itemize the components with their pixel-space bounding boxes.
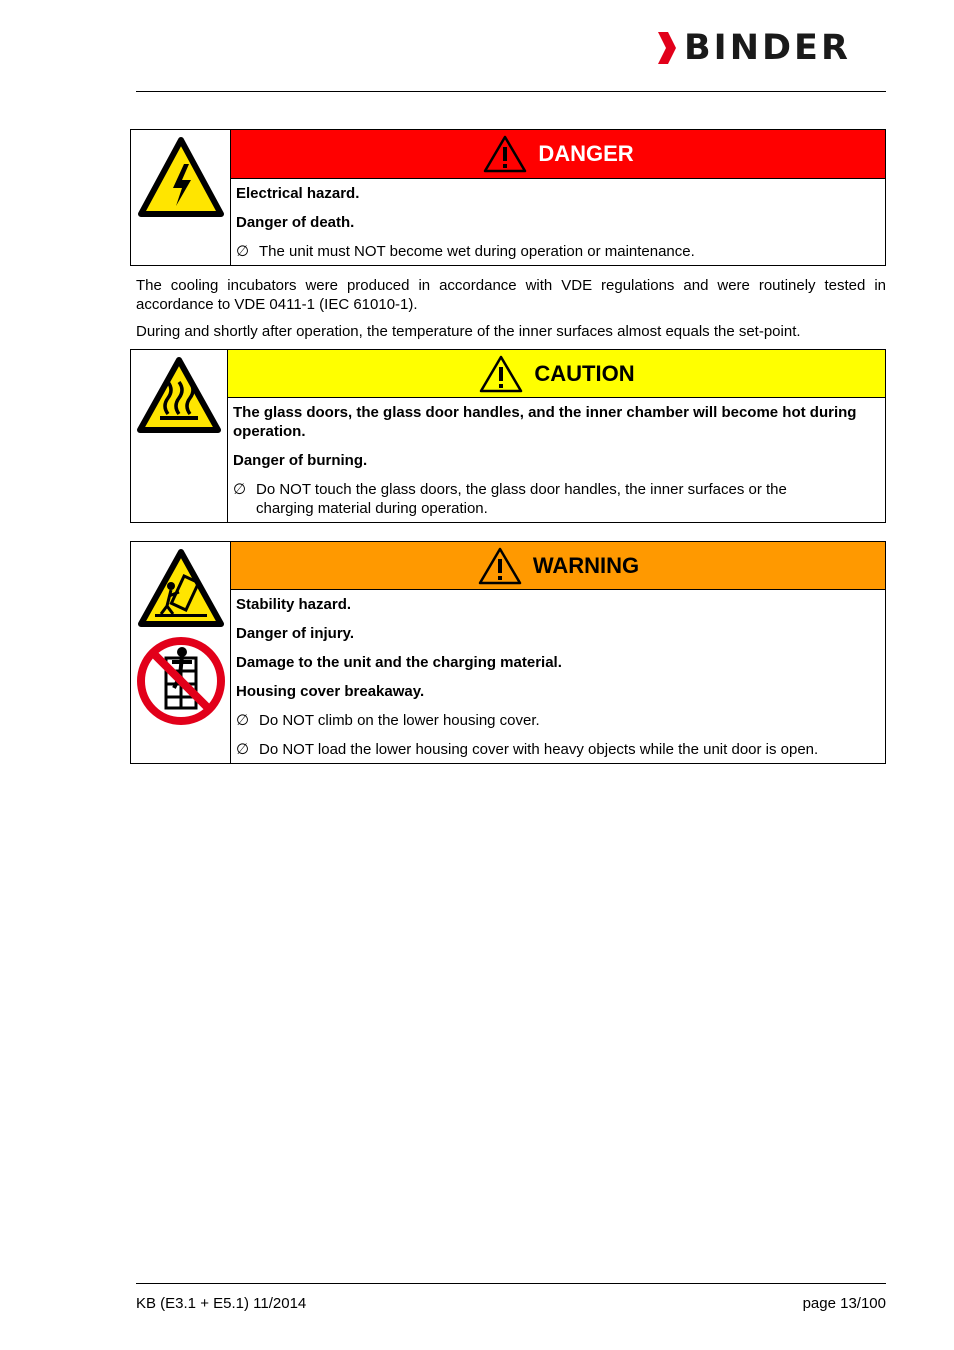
binder-logo [656,27,888,68]
bullet-symbol: ∅ [233,481,247,498]
danger-notice [130,129,886,266]
caution-header [228,350,885,398]
warning-line-2: Danger of injury. [236,625,355,642]
caution-line-2: Danger of burning. [233,452,368,469]
tipping-hazard-icon [137,548,225,628]
danger-header [231,130,885,179]
danger-bullet-1 [236,242,885,261]
binder-chevron-icon [656,30,678,66]
warning-bullet-text-2: Do NOT load the lower housing cover with heavy objects while the unit door is open. [259,741,819,758]
warning-bullet-1 [236,711,885,730]
bullet-symbol: ∅ [236,243,250,260]
warning-triangle-icon [482,134,528,174]
danger-title: DANGER [538,141,634,166]
paragraph-temperature: During and shortly after operation, the temperature of the inner surfaces almost equals the set-point. [136,323,801,340]
footer-document-id: KB (E3.1 + E5.1) 11/2014 [136,1295,307,1312]
warning-triangle-icon [478,354,524,394]
warning-icon-cell [131,542,231,763]
header-rule [136,91,886,92]
warning-bullet-text-1: Do NOT climb on the lower housing cover. [259,712,540,729]
warning-triangle-icon [477,546,523,586]
danger-icon-cell [131,130,231,265]
warning-bullet-2 [236,740,885,759]
caution-bullet-text: Do NOT touch the glass doors, the glass door handles, the inner surfaces or the charging material during operation. [256,481,787,517]
warning-notice [130,541,886,764]
caution-line-1: The glass doors, the glass door handles, and the inner chamber will become hot during operation. [233,404,857,440]
warning-header [231,542,885,590]
warning-title: WARNING [532,552,640,578]
footer-page-number: page 13/100 [802,1295,886,1312]
electrical-hazard-icon [137,136,225,218]
warning-line-4: Housing cover breakaway. [236,683,425,700]
danger-bullet-text: The unit must NOT become wet during operation or maintenance. [259,243,695,260]
brand-name: BINDER [684,27,851,68]
caution-icon-cell [131,350,228,522]
paragraph-vde: The cooling incubators were produced in accordance with VDE regulations and were routinely tested in accordance to VDE 0411-1 (IEC 61010-1). [136,277,886,313]
caution-notice [130,349,886,523]
hot-surface-icon [136,356,222,434]
no-climbing-icon [136,636,226,726]
caution-bullet-1 [233,480,885,518]
footer-rule [136,1283,886,1284]
caution-title: CAUTION [534,360,635,386]
bullet-symbol: ∅ [236,741,250,758]
warning-line-1: Stability hazard. [236,596,352,613]
warning-line-3: Damage to the unit and the charging material. [236,654,562,671]
bullet-symbol: ∅ [236,712,250,729]
danger-line-1: Electrical hazard. [236,185,360,202]
danger-line-2: Danger of death. [236,214,355,231]
